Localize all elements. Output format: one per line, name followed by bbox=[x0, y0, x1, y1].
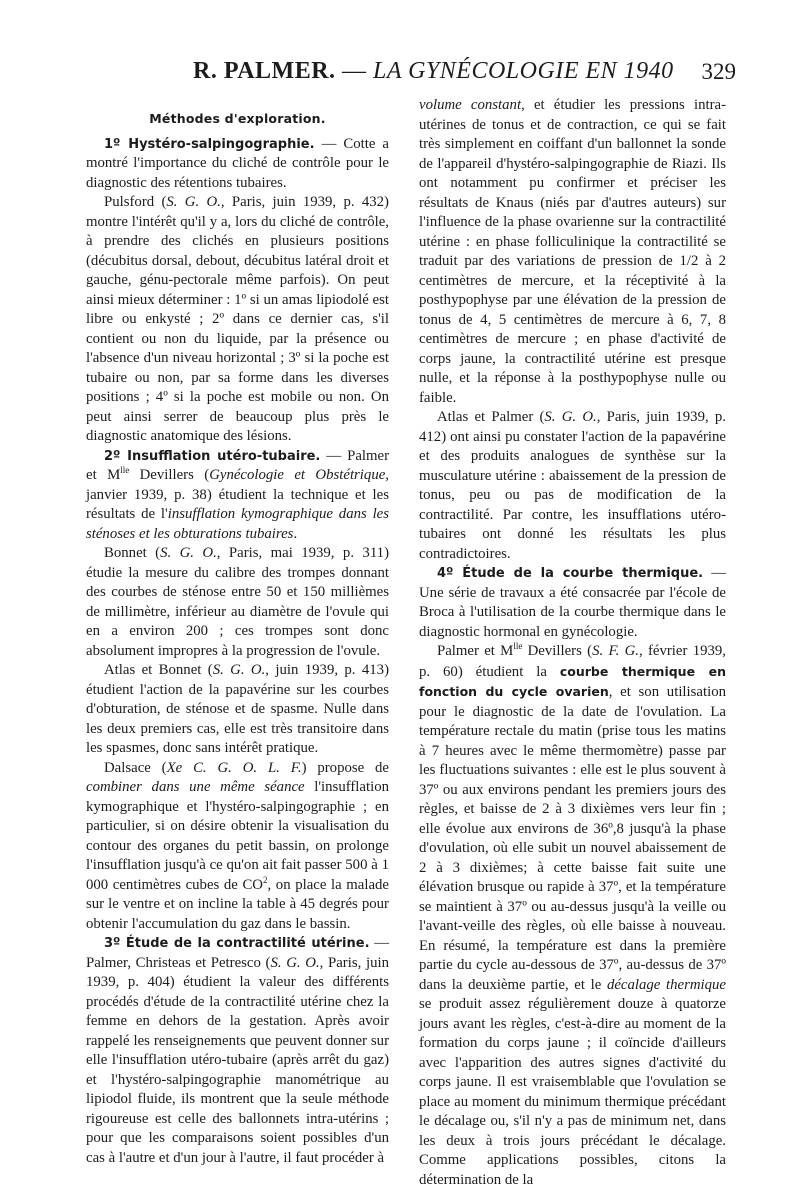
running-header bbox=[85, 58, 736, 88]
page-number: 329 bbox=[701, 59, 736, 84]
running-title bbox=[193, 58, 674, 85]
paragraph-text: janvier 1939, p. 38) étudient la technique et les résultats de l' bbox=[86, 486, 389, 522]
subsection-label: 2º Insufflation utéro-tubaire. bbox=[104, 448, 321, 464]
paragraph-text: Palmer et M bbox=[437, 643, 514, 659]
paragraph-text: , Paris, mai 1939, p. 311) étudie la mesure du calibre des trompes donnant des courbes de sténose entre 50 et 150 millièmes de millimètre, inférieur au diamètre de l'ovule qui en a environ 200 ; ces trompes sont donc absolument impropres à la progression de l'ovule. bbox=[86, 545, 390, 659]
superscript: lle bbox=[513, 641, 523, 652]
paragraph-contractility-continued bbox=[419, 96, 726, 408]
paragraph-text: , Paris, juin 1939, p. 404) étudient la valeur des différents procédés d'étude de la contractilité utérine chez la femme en dehors de la gestation. Après avoir rappelé les renseignements que peuvent donner sur elle l'insufflation utéro-tubaire (après arrêt du gaz) et l'hystéro-salpingographie manométrique au lipiodol fluide, ils montrent que la seule méthode rigoureuse est celle des ballonnets intra-utérins ; pour que les comparaisons soient possibles d'un cas à l'autre et d'un jour à l'autre, il faut procéder à bbox=[86, 954, 389, 1166]
subsection-label: 4º Étude de la courbe thermique. bbox=[437, 566, 704, 581]
italic-phrase: décalage thermique bbox=[606, 976, 726, 993]
paragraph-text: , juin 1939, p. 413) étudient l'action de la papavérine sur les courbes d'obturation, de sténose et de spasme. Nulle dans les deux premiers cas, elle est très transitoire dans les spasmes, donc sans intérêt pratique. bbox=[86, 662, 389, 756]
paragraph-pulsford bbox=[86, 193, 389, 447]
paragraph-text: Atlas et Palmer ( bbox=[437, 409, 545, 425]
paragraph-text: Devillers ( bbox=[129, 467, 210, 483]
paragraph-text: , et son utilisation pour le diagnostic de la date de l'ovulation. La température rectale du matin (prise tous les matins à 7 heures avec le même thermomètre) passe par les fluctuations suivantes : elle est le plus souvent à 37º ou aux environs pendant les premiers jours des règles, et baisse de 2 à 3 dixièmes vers leur fin ; elle évolue aux environs de 36º,8 jusqu'à la phase d'ovulation, où elle subit un nouvel abaissement de 2 à 3 dixièmes; à cette baisse fait suite une élévation brusque ou rapide à 37º, et la température se maintient à 37º ou au-dessus jusqu'à la veille ou l'avant-veille des règles, où elle baisse à nouveau. En résumé, la température est dans la première partie du cycle au-dessous de 37º, au-dessus de 37º dans la deuxième partie, et le bbox=[419, 684, 726, 993]
paragraph-text: — Palmer et M bbox=[86, 447, 389, 483]
superscript: 2 bbox=[263, 874, 268, 885]
paragraph-bonnet bbox=[86, 544, 389, 661]
emphasis-phrase: courbe thermique en fonction du cycle ovarien bbox=[419, 663, 726, 699]
citation-ref: Xe C. G. O. L. F. bbox=[166, 759, 302, 776]
italic-phrase: insufflation kymographique dans les sténoses et les obturations tubaires bbox=[86, 506, 390, 542]
citation-ref: S. G. O. bbox=[212, 662, 266, 678]
left-column bbox=[86, 96, 389, 1168]
header-author: R. PALMER. bbox=[193, 58, 336, 84]
italic-phrase: combiner dans une même séance bbox=[86, 779, 305, 795]
paragraph-thermal-curve bbox=[419, 564, 726, 642]
paragraph-dalsace bbox=[86, 759, 389, 935]
citation-ref: S. G. O. bbox=[166, 194, 221, 210]
paragraph-text: Devillers ( bbox=[522, 643, 593, 659]
paragraph-text: , Paris, juin 1939, p. 412) ont ainsi pu constater l'action de la papavérine et des produits analogues de synthèse sur la musculature utérine : abaissement de la pression de tonus, peu ou pas de modification de la contractilité. Par contre, les insufflations utéro-tubaires ont donné les résultats les plus contradictoires. bbox=[419, 409, 726, 562]
italic-phrase: volume constant bbox=[419, 97, 522, 113]
citation-ref: Gynécologie et Obstétrique, bbox=[209, 467, 389, 483]
paragraph-insufflation bbox=[86, 447, 389, 545]
header-dash: — bbox=[335, 58, 374, 84]
superscript: lle bbox=[120, 465, 130, 476]
subsection-label: 3º Étude de la contractilité utérine. bbox=[104, 936, 370, 951]
subsection-label: 1º Hystéro-salpingographie. bbox=[104, 136, 315, 152]
paragraph-atlas-bonnet bbox=[86, 661, 389, 759]
paragraph-hysterosalpingography bbox=[86, 135, 389, 194]
paragraph-text: l'insufflation kymographique et l'hystéro-salpingographie ; en particulier, si on désire obtenir la visualisation du contour des organes du petit bassin, on prolonge l'insufflation jusqu'à ce qu'on ait fait passer 500 à 1 000 centimètres cubes de CO bbox=[86, 779, 389, 893]
paragraph-text: — Palmer, Christeas et Petresco ( bbox=[86, 935, 389, 971]
paragraph-text: Atlas et Bonnet ( bbox=[104, 662, 213, 678]
paragraph-contractility bbox=[86, 934, 389, 1168]
paragraph-text: . bbox=[293, 525, 298, 542]
paragraph-text: — Cotte a montré l'importance du cliché de contrôle pour le diagnostic des rétentions tubaires. bbox=[86, 135, 389, 191]
paragraph-text: Bonnet ( bbox=[104, 545, 161, 561]
paragraph-text: Dalsace ( bbox=[104, 759, 167, 776]
paragraph-atlas-palmer bbox=[419, 408, 726, 564]
header-title: LA GYNÉCOLOGIE EN 1940 bbox=[373, 58, 674, 84]
paragraph-palmer-devillers bbox=[419, 642, 726, 1190]
right-column bbox=[419, 96, 726, 1190]
citation-ref: S. G. O. bbox=[544, 409, 597, 425]
section-title: Méthodes d'exploration. bbox=[149, 111, 326, 126]
paragraph-text: — Une série de travaux a été consacrée par l'école de Broca à l'utilisation de la courbe thermique dans le diagnostic hormonal en gynécologie. bbox=[419, 565, 726, 640]
citation-ref: S. F. G. bbox=[592, 643, 639, 659]
paragraph-text: , février 1939, p. 60) étudient la bbox=[419, 643, 726, 680]
paragraph-text: Pulsford ( bbox=[104, 194, 167, 210]
citation-ref: S. G. O. bbox=[160, 545, 217, 561]
paragraph-text: , et étudier les pressions intra-utérines de tonus et de contraction, ce qui se fait très simplement en coiffant d'un ballonnet la sonde de l'appareil d'hystéro-salpingographie de Riazi. Ils ont notamment pu confirmer et préciser les résultats de Knaus (niés par d'autres auteurs) sur l'influence de la phase ovarienne sur la contractilité utérine : en phase folliculinique la contractilité se traduit par des variations de pression de 1/2 à 2 centimètres de mercure, et la réceptivité à la posthypophyse par une élévation de la pression de tonus de 4, 5 centimètres de mercure à 6, 7, 8 centimètres de mercure ; en phase d'activité de corps jaune, la contractilité utérine est presque nulle, et la réponse à la posthypophyse nulle ou faible. bbox=[419, 97, 726, 406]
citation-ref: S. G. O. bbox=[270, 954, 320, 971]
paragraph-text: se produit assez régulièrement douze à quatorze jours avant les règles, c'est-à-dire au moment de la formation du corps jaune ; il coïncide d'ailleurs avec l'apparition des autres signes d'activité du corps jaune. Il est vraisemblable que l'ovulation se place au moment du minimum thermique précédant le décalage ou, s'il n'y a pas de minimum net, dans les deux à trois jours précédant le décalage. Comme applications possibles, citons la détermination de la bbox=[419, 996, 726, 1188]
paragraph-text: ) propose de bbox=[301, 759, 390, 776]
paragraph-text: , Paris, juin 1939, p. 432) montre l'intérêt qu'il y a, lors du cliché de contrôle, à prendre des clichés en plusieurs positions (décubitus dorsal, debout, décubitus latéral droit et gauche, génu-pectorale même parfois). On peut ainsi mieux déterminer : 1º si un amas lipiodolé est libre ou enkysté ; 2º dans ce dernier cas, s'il contient ou non du liquide, par la présence ou l'absence d'un niveau horizontal ; 3º si la poche est tubaire ou non, par sa forme dans les diverses positions ; 4º si la poche est mobile ou non. On peut ainsi serrer de beaucoup plus près le diagnostic anatomique des lésions. bbox=[86, 194, 389, 444]
paragraph-text: , on place la malade sur le ventre et on incline la table à 45 degrés pour obtenir l'accumulation du gaz dans le bassin. bbox=[86, 876, 389, 932]
